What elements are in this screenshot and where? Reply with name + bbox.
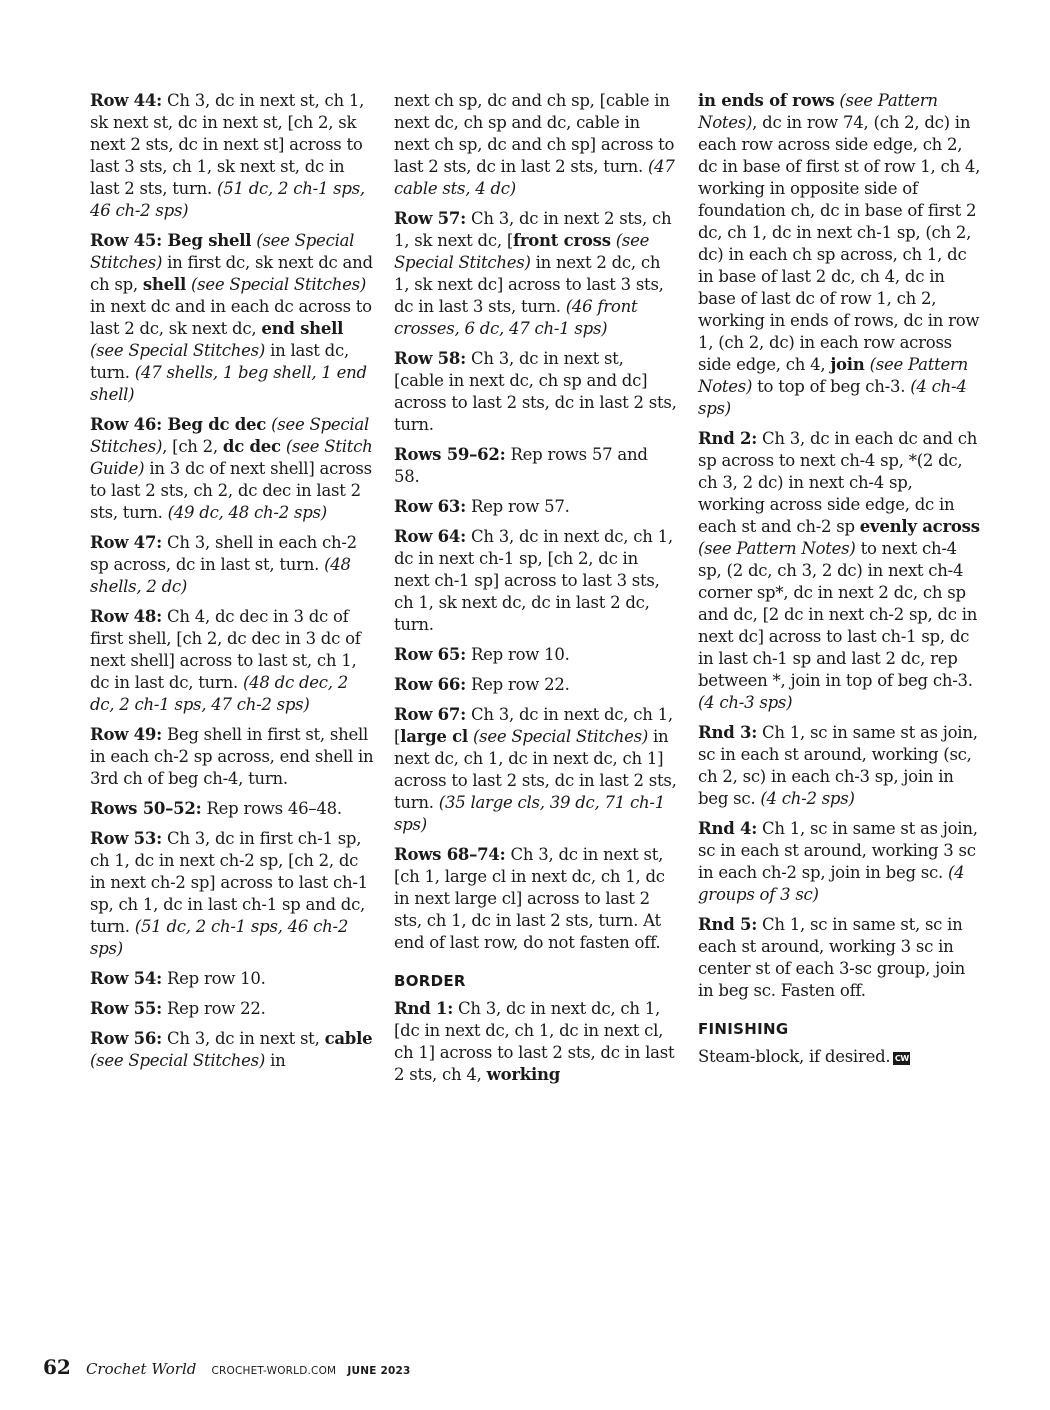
italic-text: (4 ch-4 sps) (698, 377, 967, 418)
bold-text: in ends of rows (698, 91, 835, 110)
italic-text: (4 groups of 3 sc) (698, 863, 965, 904)
instruction-paragraph (90, 798, 374, 820)
italic-text: (46 front crosses, 6 dc, 47 ch-1 sps) (394, 297, 638, 338)
body-text: Rep row 10. (465, 645, 570, 664)
magazine-url: CROCHET-WORLD.COM (211, 1365, 337, 1377)
body-text: in next dc, ch 1, dc in next dc, ch 1] across to last 2 sts, dc in last 2 sts, turn. (394, 727, 677, 812)
bold-text: Row 49: (90, 725, 162, 744)
bold-text: Row 56: (90, 1029, 162, 1048)
body-text: Ch 3, dc in next st, ch 1, sk next st, dc in next st, [ch 2, sk next 2 sts, dc in next st] across to last 3 sts, ch 1, sk next st, dc in last 2 sts, turn. (90, 91, 365, 198)
instruction-paragraph (90, 532, 374, 598)
text-column-3 (698, 90, 982, 1076)
instruction-paragraph (90, 414, 374, 524)
instruction-paragraph (394, 644, 678, 666)
body-text: in first dc, sk next dc and ch sp, (90, 253, 373, 294)
bold-text: Row 46: Beg dc dec (90, 415, 267, 434)
instruction-paragraph (90, 1028, 374, 1072)
italic-text: (see Special Stitches) (190, 275, 367, 294)
bold-text: Rnd 4: (698, 819, 758, 838)
instruction-paragraph (394, 998, 678, 1086)
italic-text: (see Special Stitches) (90, 1051, 266, 1070)
body-text: Rep row 57. (465, 497, 570, 516)
instruction-paragraph (698, 818, 982, 906)
body-text: Ch 4, dc dec in 3 dc of first shell, [ch 2, dc dec in 3 dc of next shell] across to last st, ch 1, dc in last dc, turn. (90, 607, 361, 692)
body-text: Ch 3, dc in first ch-1 sp, ch 1, dc in next ch-2 sp, [ch 2, dc in next ch-2 sp] across to last ch-1 sp, ch 1, dc in last ch-1 sp and dc, turn. (90, 829, 368, 936)
bold-text: Rnd 3: (698, 723, 758, 742)
end-of-pattern-icon: CW (894, 1054, 910, 1063)
body-text: in next dc and in each dc across to last 2 dc, sk next dc, (90, 297, 372, 338)
body-text: in next 2 dc, ch 1, sk next dc] across to last 3 sts, dc in last 3 sts, turn. (394, 253, 664, 316)
instruction-paragraph (394, 844, 678, 954)
body-text: to next ch-4 sp, (2 dc, ch 3, 2 dc) in next ch-4 corner sp*, dc in next 2 dc, ch sp and dc, [2 dc in next ch-2 sp, dc in next dc] across to last ch-1 sp, dc in last ch-1 sp and last 2 dc, rep between *, join in top of beg ch-3. (698, 539, 978, 690)
body-text: to top of beg ch-3. (752, 377, 911, 396)
body-text: , dc in row 74, (ch 2, dc) in each row across side edge, ch 2, dc in base of first st of row 1, ch 4, working in opposite side of foundation ch, dc in base of first 2 dc, ch 1, dc in next ch-1 sp, (ch 2, dc) in each ch sp across, ch 1, dc in base of last 2 dc, ch 4, dc in base of last dc of row 1, ch 2, working in ends of rows, dc in row 1, (ch 2, dc) in each row across side edge, ch 4, (698, 113, 981, 374)
body-text: Ch 3, dc in next dc, ch 1, dc in next ch-1 sp, [ch 2, dc in next ch-1 sp] across to last 3 sts, ch 1, sk next dc, dc in last 2 dc, turn. (394, 527, 673, 634)
instruction-paragraph (394, 674, 678, 696)
italic-text: (see Special Stitches) (90, 231, 355, 272)
body-text: Ch 3, dc in next dc, ch 1, [ (394, 705, 673, 746)
bold-text: Row 66: (394, 675, 466, 694)
instruction-paragraph (698, 1046, 982, 1068)
italic-text: (47 shells, 1 beg shell, 1 end shell) (90, 363, 367, 404)
magazine-name: Crochet World (85, 1360, 197, 1378)
italic-text: (see Pattern Notes) (698, 355, 968, 396)
instruction-paragraph (394, 496, 678, 518)
instruction-paragraph (90, 998, 374, 1020)
bold-text: large cl (400, 727, 468, 746)
instruction-paragraph (394, 348, 678, 436)
body-text: Rep rows 46–48. (201, 799, 342, 818)
body-text: Rep row 22. (465, 675, 570, 694)
body-text: Ch 3, shell in each ch-2 sp across, dc in last st, turn. (90, 533, 357, 574)
bold-text: Row 63: (394, 497, 466, 516)
instruction-paragraph (698, 428, 982, 714)
body-text: Ch 1, sc in same st as join, sc in each st around, working (sc, ch 2, sc) in each ch-3 sp, join in beg sc. (698, 723, 978, 808)
italic-text: (see Special Stitches) (394, 231, 650, 272)
italic-text: (49 dc, 48 ch-2 sps) (167, 503, 327, 522)
italic-text: (4 ch-2 sps) (760, 789, 855, 808)
instruction-paragraph (698, 722, 982, 810)
section-heading: FINISHING (698, 1020, 789, 1038)
bold-text: Row 53: (90, 829, 162, 848)
bold-text: cable (324, 1029, 373, 1048)
italic-text: (4 ch-3 sps) (698, 693, 793, 712)
bold-text: Row 67: (394, 705, 466, 724)
issue-date: JUNE 2023 (347, 1365, 411, 1377)
bold-text: dc dec (222, 437, 281, 456)
body-text: Ch 3, dc in next st, [ch 1, large cl in next dc, ch 1, dc in next large cl] across to last 2 sts, ch 1, dc in last 2 sts, turn. At end of last row, do not fasten off. (394, 845, 665, 952)
instruction-paragraph (394, 444, 678, 488)
italic-text: (48 dc dec, 2 dc, 2 ch-1 sps, 47 ch-2 sps) (90, 673, 348, 714)
bold-text: Row 47: (90, 533, 162, 552)
bold-text: front cross (513, 231, 611, 250)
instruction-paragraph (394, 704, 678, 836)
body-text: Ch 3, dc in next 2 sts, ch 1, sk next dc, [ (394, 209, 672, 250)
italic-text: (51 dc, 2 ch-1 sps, 46 ch-2 sps) (90, 917, 349, 958)
text-column-1 (90, 90, 374, 1080)
body-text: Rep row 22. (161, 999, 266, 1018)
instruction-paragraph (698, 914, 982, 1002)
bold-text: Row 44: (90, 91, 162, 110)
instruction-paragraph (698, 90, 982, 420)
italic-text: (51 dc, 2 ch-1 sps, 46 ch-2 sps) (90, 179, 365, 220)
bold-text: Row 65: (394, 645, 466, 664)
bold-text: Row 48: (90, 607, 162, 626)
body-text: Ch 1, sc in same st as join, sc in each st around, working 3 sc in each ch-2 sp, join in beg sc. (698, 819, 978, 882)
italic-text: (47 cable sts, 4 dc) (394, 157, 675, 198)
bold-text: working (486, 1065, 561, 1084)
bold-text: Row 58: (394, 349, 466, 368)
instruction-paragraph (90, 606, 374, 716)
italic-text: (see Pattern Notes) (698, 539, 856, 558)
body-text: Beg shell in first st, shell in each ch-2 sp across, end shell in 3rd ch of beg ch-4, turn. (90, 725, 374, 788)
bold-text: Rows 68–74: (394, 845, 506, 864)
bold-text: Rnd 1: (394, 999, 454, 1018)
instruction-paragraph (394, 90, 678, 200)
italic-text: (48 shells, 2 dc) (90, 555, 351, 596)
body-text: Steam-block, if desired. (698, 1047, 891, 1066)
instruction-paragraph (394, 208, 678, 340)
page-footer (43, 1355, 410, 1379)
italic-text: (see Stitch Guide) (90, 437, 373, 478)
body-text: in last dc, turn. (90, 341, 349, 382)
body-text: in (265, 1051, 286, 1070)
italic-text: (see Pattern Notes) (698, 91, 938, 132)
bold-text: evenly across (859, 517, 980, 536)
body-text: Rep rows 57 and 58. (394, 445, 648, 486)
body-text: in 3 dc of next shell] across to last 2 sts, ch 2, dc dec in last 2 sts, turn. (90, 459, 372, 522)
bold-text: end shell (261, 319, 344, 338)
body-text: Ch 1, sc in same st, sc in each st around, working 3 sc in center st of each 3-sc group, join in beg sc. Fasten off. (698, 915, 966, 1000)
bold-text: Row 54: (90, 969, 162, 988)
italic-text: (see Special Stitches) (90, 341, 266, 360)
italic-text: (see Special Stitches) (472, 727, 649, 746)
bold-text: Row 57: (394, 209, 466, 228)
body-text: Rep row 10. (161, 969, 266, 988)
body-text: , [ch 2, (162, 437, 223, 456)
italic-text: (see Special Stitches) (90, 415, 370, 456)
page-number: 62 (43, 1355, 71, 1379)
bold-text: Row 64: (394, 527, 466, 546)
instruction-paragraph (90, 230, 374, 406)
instruction-paragraph (90, 968, 374, 990)
bold-text: Rows 59–62: (394, 445, 506, 464)
body-text: next ch sp, dc and ch sp, [cable in next dc, ch sp and dc, cable in next ch sp, dc and ch sp] across to last 2 sts, dc in last 2 sts, turn. (394, 91, 675, 176)
text-column-2 (394, 90, 678, 1094)
body-text: Ch 3, dc in next st, (161, 1029, 325, 1048)
body-text: Ch 3, dc in each dc and ch sp across to next ch-4 sp, *(2 dc, ch 3, 2 dc) in next ch-4 sp, working across side edge, dc in each st and ch-2 sp (698, 429, 978, 536)
body-text: Ch 3, dc in next dc, ch 1, [dc in next dc, ch 1, dc in next cl, ch 1] across to last 2 sts, dc in last 2 sts, ch 4, (394, 999, 675, 1084)
bold-text: join (830, 355, 865, 374)
bold-text: Rnd 2: (698, 429, 758, 448)
instruction-paragraph (90, 90, 374, 222)
bold-text: shell (142, 275, 186, 294)
section-heading: BORDER (394, 972, 466, 990)
body-text: Ch 3, dc in next st, [cable in next dc, ch sp and dc] across to last 2 sts, dc in last 2 sts, turn. (394, 349, 677, 434)
instruction-paragraph (394, 526, 678, 636)
instruction-paragraph (90, 828, 374, 960)
instruction-paragraph (90, 724, 374, 790)
italic-text: (35 large cls, 39 dc, 71 ch-1 sps) (394, 793, 665, 834)
bold-text: Row 55: (90, 999, 162, 1018)
bold-text: Row 45: Beg shell (90, 231, 252, 250)
bold-text: Rows 50–52: (90, 799, 202, 818)
bold-text: Rnd 5: (698, 915, 758, 934)
